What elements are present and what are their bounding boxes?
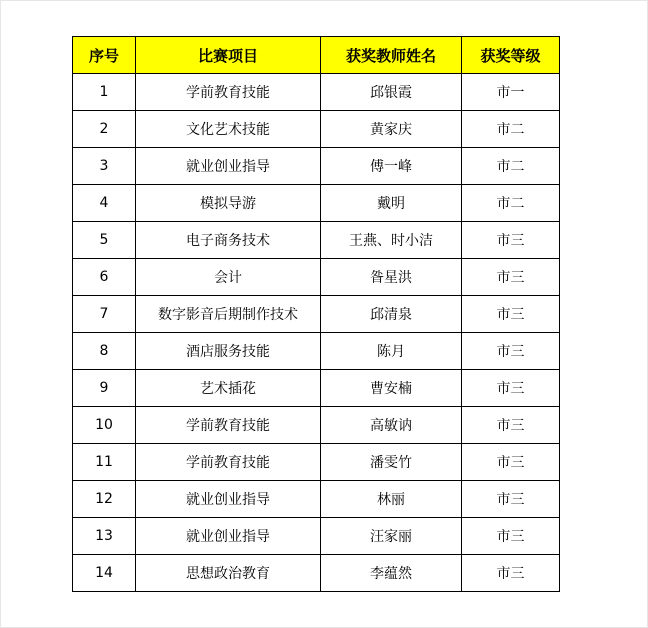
cell-number: 7: [73, 296, 136, 333]
cell-teacher: 汪家丽: [321, 518, 462, 555]
header-cell-teacher: 获奖教师姓名: [321, 37, 462, 74]
cell-teacher: 林丽: [321, 481, 462, 518]
table-row: [73, 185, 560, 222]
cell-event: 文化艺术技能: [136, 111, 321, 148]
cell-level: 市三: [462, 370, 560, 407]
cell-number: 4: [73, 185, 136, 222]
cell-teacher: 邱清泉: [321, 296, 462, 333]
cell-level: 市三: [462, 518, 560, 555]
table-row: [73, 555, 560, 592]
cell-level: 市三: [462, 555, 560, 592]
cell-level: 市三: [462, 481, 560, 518]
cell-event: 就业创业指导: [136, 518, 321, 555]
cell-event: 就业创业指导: [136, 481, 321, 518]
cell-teacher: 李蕴然: [321, 555, 462, 592]
header-cell-level: 获奖等级: [462, 37, 560, 74]
award-table: [72, 36, 560, 592]
cell-event: 就业创业指导: [136, 148, 321, 185]
cell-number: 2: [73, 111, 136, 148]
cell-level: 市三: [462, 333, 560, 370]
cell-event: 数字影音后期制作技术: [136, 296, 321, 333]
cell-number: 12: [73, 481, 136, 518]
cell-event: 模拟导游: [136, 185, 321, 222]
table-row: [73, 481, 560, 518]
cell-teacher: 曹安楠: [321, 370, 462, 407]
table-row: [73, 333, 560, 370]
cell-level: 市二: [462, 185, 560, 222]
cell-number: 8: [73, 333, 136, 370]
cell-teacher: 昝星洪: [321, 259, 462, 296]
cell-level: 市三: [462, 407, 560, 444]
cell-teacher: 傅一峰: [321, 148, 462, 185]
cell-level: 市三: [462, 259, 560, 296]
cell-event: 酒店服务技能: [136, 333, 321, 370]
header-row: [73, 37, 560, 74]
cell-level: 市三: [462, 444, 560, 481]
cell-event: 学前教育技能: [136, 407, 321, 444]
table-row: [73, 370, 560, 407]
cell-number: 9: [73, 370, 136, 407]
table-row: [73, 148, 560, 185]
cell-event: 学前教育技能: [136, 74, 321, 111]
cell-number: 10: [73, 407, 136, 444]
cell-event: 思想政治教育: [136, 555, 321, 592]
table-row: [73, 518, 560, 555]
cell-number: 6: [73, 259, 136, 296]
cell-teacher: 戴明: [321, 185, 462, 222]
cell-number: 3: [73, 148, 136, 185]
cell-teacher: 王燕、时小洁: [321, 222, 462, 259]
cell-number: 11: [73, 444, 136, 481]
cell-event: 会计: [136, 259, 321, 296]
cell-teacher: 高敏讷: [321, 407, 462, 444]
cell-level: 市一: [462, 74, 560, 111]
cell-event: 艺术插花: [136, 370, 321, 407]
cell-teacher: 陈月: [321, 333, 462, 370]
cell-teacher: 潘雯竹: [321, 444, 462, 481]
table-row: [73, 407, 560, 444]
cell-event: 电子商务技术: [136, 222, 321, 259]
cell-level: 市二: [462, 148, 560, 185]
cell-level: 市三: [462, 222, 560, 259]
cell-number: 1: [73, 74, 136, 111]
header-cell-event: 比赛项目: [136, 37, 321, 74]
cell-number: 5: [73, 222, 136, 259]
table-row: [73, 222, 560, 259]
cell-event: 学前教育技能: [136, 444, 321, 481]
cell-number: 13: [73, 518, 136, 555]
table-body: [73, 74, 560, 592]
table-row: [73, 296, 560, 333]
cell-level: 市二: [462, 111, 560, 148]
cell-level: 市三: [462, 296, 560, 333]
cell-teacher: 邱银霞: [321, 74, 462, 111]
table-row: [73, 74, 560, 111]
cell-teacher: 黄家庆: [321, 111, 462, 148]
table-row: [73, 444, 560, 481]
table-row: [73, 259, 560, 296]
header-cell-number: 序号: [73, 37, 136, 74]
table-row: [73, 111, 560, 148]
cell-number: 14: [73, 555, 136, 592]
